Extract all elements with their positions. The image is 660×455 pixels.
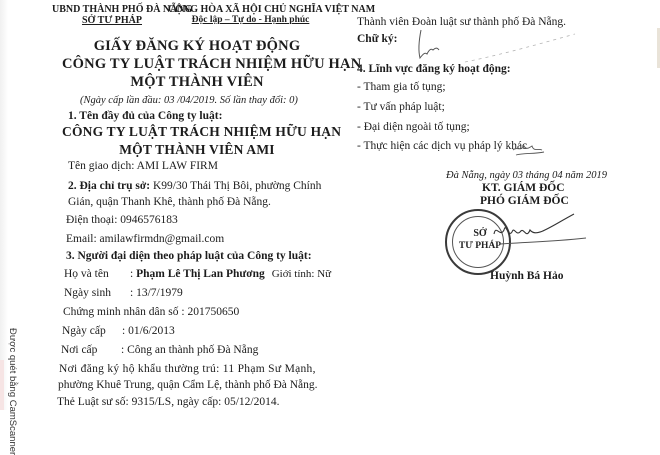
signature-label: Chữ ký:: [357, 33, 398, 45]
phone: Điện thoại: 0946576183: [66, 214, 178, 226]
signoff-title: KT. GIÁM ĐỐC: [482, 182, 565, 194]
activity-item: - Tư vấn pháp luật;: [357, 101, 445, 113]
national-header: [168, 4, 376, 26]
rep-issue-date-value: 01/6/2013: [128, 325, 175, 337]
rep-issue-place-value: Công an thành phố Đà Nẵng: [127, 344, 259, 356]
rep-signature-icon: [405, 28, 605, 64]
section3-heading: 3. Người đại diện theo pháp luật của Công ty luật:: [66, 250, 312, 262]
issue-info: (Ngày cấp lần đầu: 03 /04/2019. Số lần thay đổi: 0): [80, 95, 298, 106]
document-title: GIẤY ĐĂNG KÝ HOẠT ĐỘNG: [93, 38, 301, 54]
bar-membership: Thành viên Đoàn luật sư thành phố Đà Nẵng.: [357, 16, 567, 28]
issuer-department: SỞ TƯ PHÁP: [81, 15, 142, 26]
email: Email: amilawfirmdn@gmail.com: [66, 233, 225, 245]
issuer-header: [52, 4, 193, 26]
section2-heading: 2. Địa chỉ trụ sở:: [68, 180, 151, 192]
company-name-line2: MỘT THÀNH VIÊN AMI: [119, 142, 275, 157]
signer-name: Huỳnh Bá Hảo: [490, 270, 564, 282]
handwritten-note-icon: [512, 140, 546, 158]
seal-line1: SỞ: [473, 228, 487, 239]
rep-issue-place-label: Nơi cấp: [61, 344, 98, 356]
national-title: CỘNG HÒA XÃ HỘI CHỦ NGHĨA VIỆT NAM: [168, 4, 376, 15]
company-name-line1: CÔNG TY LUẬT TRÁCH NHIỆM HỮU HẠN: [62, 124, 342, 139]
rep-issue-date-label: Ngày cấp: [62, 325, 106, 337]
trade-name: Tên giao dịch: AMI LAW FIRM: [68, 160, 218, 172]
seal-line2: TƯ PHÁP: [458, 241, 502, 251]
rep-id-row: [63, 306, 239, 318]
activity-item: - Thực hiện các dịch vụ pháp lý khác: [357, 140, 528, 152]
rep-dob-label: Ngày sinh: [64, 287, 111, 299]
issuer-city: UBND THÀNH PHỐ ĐÀ NẴNG: [52, 4, 193, 15]
section4-heading: 4. Lĩnh vực đăng ký hoạt động:: [357, 63, 511, 75]
signoff-date: Đà Nẵng, ngày 03 tháng 04 năm 2019: [446, 170, 607, 181]
residence-line1: Nơi đăng ký hộ khẩu thường trú: 11 Phạm Sư Mạnh,: [59, 363, 316, 375]
section1-heading: 1. Tên đầy đủ của Công ty luật:: [68, 110, 223, 122]
activity-item: - Đại diện ngoài tố tụng;: [357, 121, 470, 133]
rep-gender: Giới tính: Nữ: [271, 268, 332, 280]
address-value: K99/30 Thái Thị Bôi, phường Chính: [152, 180, 322, 192]
residence-line2: phường Khuê Trung, quận Cẩm Lệ, thành phố Đà Nẵng.: [58, 379, 318, 391]
document-title-line2: CÔNG TY LUẬT TRÁCH NHIỆM HỮU HẠN: [62, 56, 362, 72]
rep-name-value: Phạm Lê Thị Lan Phương: [136, 268, 265, 280]
rep-id-value: 201750650: [187, 306, 240, 318]
rep-name-row: Họ và tên : Phạm Lê Thị Lan Phương Giới tính: Nữ: [64, 268, 332, 280]
director-signature-icon: [490, 208, 590, 250]
activity-item: - Tham gia tố tụng;: [357, 81, 446, 93]
address-line2: Gián, quận Thanh Khê, thành phố Đà Nẵng.: [68, 196, 271, 208]
rep-dob-value: 13/7/1979: [136, 287, 183, 299]
rep-issue-date-row: Ngày cấp : 01/6/2013: [62, 325, 175, 337]
scanner-watermark: Được quét bằng CamScanner: [7, 328, 18, 455]
address-line1: [68, 180, 321, 192]
rep-id-label: Chứng minh nhân dân số :: [63, 306, 185, 318]
national-motto: Độc lập – Tự do - Hạnh phúc: [191, 15, 310, 25]
scan-red-mark: [0, 360, 4, 410]
rep-name-label: Họ và tên: [64, 268, 109, 280]
lawyer-card: Thẻ Luật sư số: 9315/LS, ngày cấp: 05/12/2014.: [57, 396, 280, 408]
signoff-subtitle: PHÓ GIÁM ĐỐC: [480, 195, 569, 207]
rep-issue-place-row: Nơi cấp : Công an thành phố Đà Nẵng: [61, 344, 259, 356]
rep-dob-row: Ngày sinh : 13/7/1979: [64, 287, 183, 299]
document-title-line3: MỘT THÀNH VIÊN: [130, 74, 264, 90]
